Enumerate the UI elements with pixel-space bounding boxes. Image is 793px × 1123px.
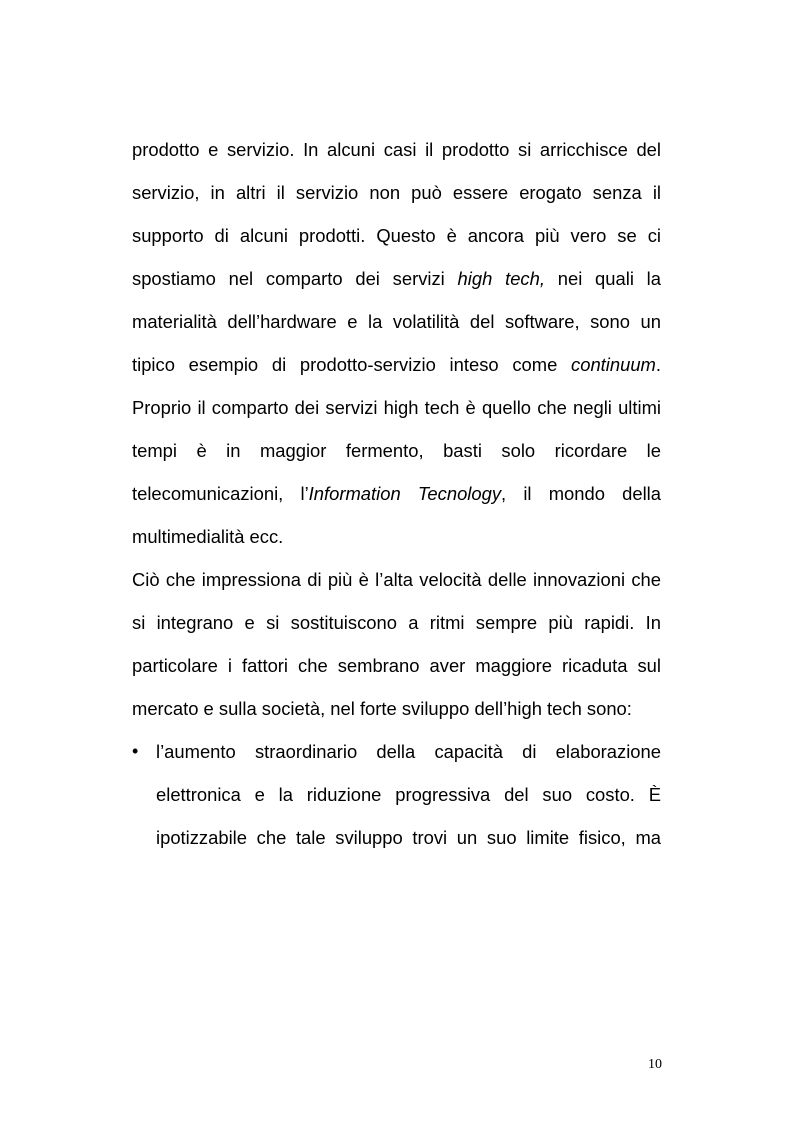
text-line: telecomunicazioni, l’Information Tecnology, il mondo della bbox=[132, 483, 661, 504]
text-line: tipico esempio di prodotto-servizio inteso come continuum. bbox=[132, 354, 661, 375]
paragraph bbox=[132, 128, 661, 558]
text-line: tempi è in maggior fermento, basti solo ricordare le bbox=[132, 440, 661, 461]
list-item bbox=[132, 730, 661, 859]
text-line: Ciò che impressiona di più è l’alta velocità delle innovazioni che bbox=[132, 569, 661, 590]
text-line: materialità dell’hardware e la volatilità del software, sono un bbox=[132, 311, 661, 332]
text-line: supporto di alcuni prodotti. Questo è ancora più vero se ci bbox=[132, 225, 661, 246]
text-line: spostiamo nel comparto dei servizi high tech, nei quali la bbox=[132, 268, 661, 289]
bullet-list bbox=[132, 730, 661, 859]
italic-term: continuum bbox=[571, 354, 656, 375]
text-line: ipotizzabile che tale sviluppo trovi un suo limite fisico, ma bbox=[156, 827, 661, 848]
text-line: elettronica e la riduzione progressiva del suo costo. È bbox=[156, 784, 661, 805]
text-line: prodotto e servizio. In alcuni casi il prodotto si arricchisce del bbox=[132, 139, 661, 160]
text-line: mercato e sulla società, nel forte sviluppo dell’high tech sono: bbox=[132, 698, 632, 719]
italic-term: high tech, bbox=[457, 268, 545, 289]
text-line: Proprio il comparto dei servizi high tech è quello che negli ultimi bbox=[132, 397, 661, 418]
text-line: particolare i fattori che sembrano aver maggiore ricaduta sul bbox=[132, 655, 661, 676]
text-line: si integrano e si sostituiscono a ritmi sempre più rapidi. In bbox=[132, 612, 661, 633]
paragraph bbox=[132, 558, 661, 730]
page-number: 10 bbox=[648, 1057, 662, 1072]
italic-term: Information Tecnology bbox=[308, 483, 502, 504]
bullet-icon: • bbox=[132, 741, 139, 761]
text-line: • l’aumento straordinario della capacità di elaborazione bbox=[132, 730, 661, 773]
text-line: servizio, in altri il servizio non può essere erogato senza il bbox=[132, 182, 661, 203]
text-line: multimedialità ecc. bbox=[132, 526, 284, 547]
page-body bbox=[132, 128, 661, 859]
